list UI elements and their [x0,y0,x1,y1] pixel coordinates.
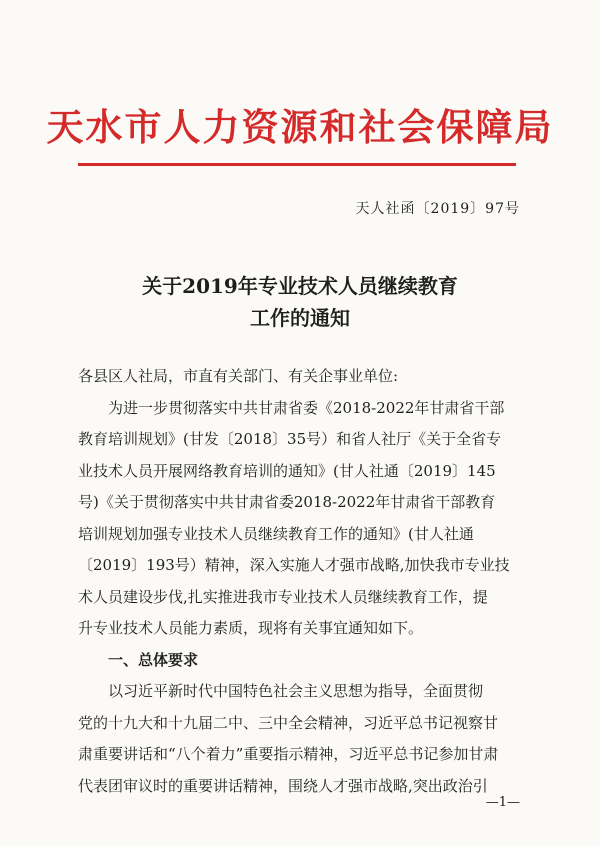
body-line: 〔2019〕193号）精神，深入实施人才强市战略,加快我市专业技 [78,556,510,574]
body-line: 为进一步贯彻落实中共甘肃省委《2018-2022年甘肃省干部 [108,398,505,417]
page-number: —1— [485,795,520,810]
salutation: 各县区人社局，市直有关部门、有关企事业单位: [78,367,399,385]
body-line: 肃重要讲话和“八个着力”重要指示精神，习近平总书记参加甘肃 [78,745,499,763]
body-line: 代表团审议时的重要讲话精神，围绕人才强市战略,突出政治引 [78,776,488,795]
body-line: 培训规划加强专业技术人员继续教育工作的通知》(甘人社通 [78,524,474,543]
section-heading: 一、总体要求 [108,650,199,669]
body-line: 党的十九大和十九届二中、三中全会精神，习近平总书记视察甘 [78,713,499,732]
document-title [0,270,600,334]
body-line: 号)《关于贯彻落实中共甘肃省委2018-2022年甘肃省干部教育 [78,493,496,511]
title-line-1: 关于2019年专业技术人员继续教育 [142,274,458,298]
body-line: 教育培训规划》(甘发〔2018〕35号）和省人社厅《关于全省专 [78,430,502,448]
issuing-authority-header: 天水市人力资源和社会保障局 [46,105,554,149]
body-line: 以习近平新时代中国特色社会主义思想为指导，全面贯彻 [108,682,484,700]
document-body [78,361,520,802]
title-line-2: 工作的通知 [250,306,350,330]
red-header-rule [78,163,516,166]
body-line: 升专业技术人员能力素质，现将有关事宜通知如下。 [78,619,424,637]
document-number: 天人社函〔2019〕97号 [355,201,520,217]
body-line: 术人员建设步伐,扎实推进我市专业技术人员继续教育工作，提 [78,587,488,606]
body-line: 业技术人员开展网络教育培训的通知》(甘人社通〔2019〕145 [78,461,496,480]
